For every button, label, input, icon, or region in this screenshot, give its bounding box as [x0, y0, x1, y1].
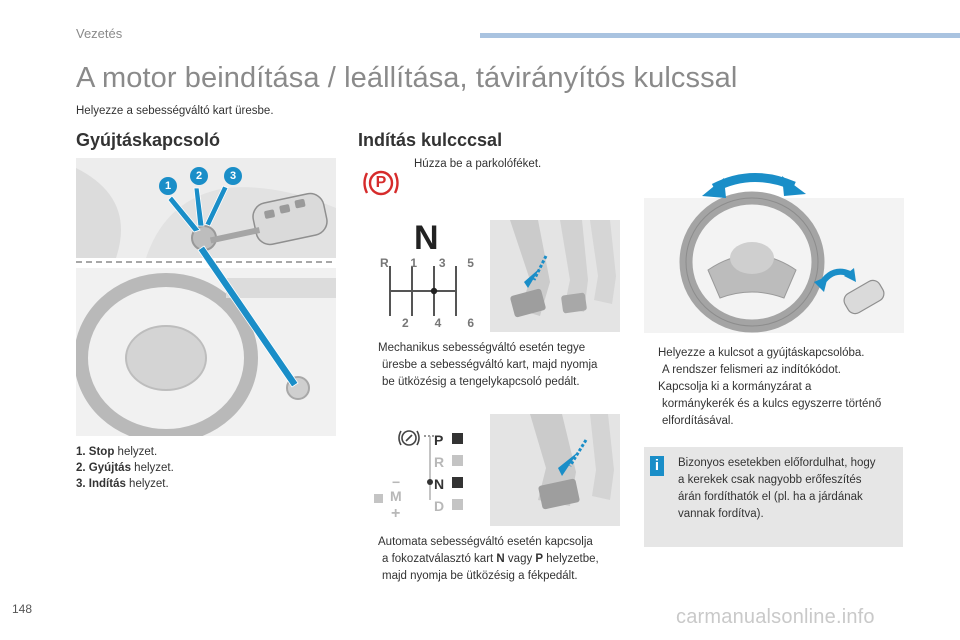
- auto-line-1: [364, 534, 644, 551]
- steering-wheel-illustration: [644, 158, 904, 333]
- gear-label: 1: [410, 256, 418, 270]
- step-term: Gyújtás: [88, 462, 131, 474]
- automatic-gearbox-instruction: [364, 534, 644, 585]
- step-number: 1.: [76, 446, 86, 458]
- watermark: carmanualsonline.info: [676, 606, 875, 628]
- parking-brake-letter: P: [375, 174, 387, 191]
- auto-line-3: majd nyomja be ütközésig a fékpedált.: [382, 570, 578, 582]
- manual-gearbox-instruction: [364, 340, 634, 391]
- minus-icon: −: [392, 474, 401, 490]
- indicator-square: [452, 477, 463, 488]
- plus-icon: +: [391, 505, 401, 522]
- indicator-square: [452, 499, 463, 510]
- page-title: A motor beindítása / leállítása, távirányítós kulcssal: [76, 62, 738, 94]
- callout-2: 2: [190, 167, 208, 185]
- key-step-1-line-2: A rendszer felismeri az indítókódot.: [662, 364, 841, 376]
- gear-n-bold: N: [496, 553, 505, 565]
- step-1: [76, 444, 174, 460]
- step-text: helyzet.: [130, 462, 174, 474]
- auto-text: a fokozatválasztó kart: [382, 553, 497, 565]
- manual-line-1: [364, 340, 634, 357]
- info-text: [678, 455, 898, 523]
- gear-label: 5: [467, 256, 474, 270]
- selector-n: N: [434, 476, 445, 492]
- gear-label: 4: [434, 316, 442, 330]
- brake-pedal-illustration: [490, 414, 620, 526]
- key-step-2-line-3: elfordításával.: [662, 415, 734, 427]
- key-step-1: [644, 345, 914, 362]
- gear-label: 2: [402, 316, 409, 330]
- manual-line-2: üresbe a sebességváltó kart, majd nyomja: [382, 359, 598, 371]
- page-number: 148: [12, 602, 33, 616]
- step-term: Stop: [88, 446, 115, 458]
- clutch-pedal-illustration: [490, 220, 620, 332]
- header-accent-bar: [480, 33, 960, 38]
- neutral-gear-letter: N: [414, 219, 439, 257]
- info-line: Bizonyos esetekben előfordulhat, hogy: [678, 457, 876, 469]
- step-text: helyzet.: [114, 446, 158, 458]
- selector-squares: [452, 433, 463, 510]
- key-step-text: Helyezze a kulcsot a gyújtáskapcsolóba.: [658, 347, 865, 359]
- step-term: Indítás: [88, 478, 126, 490]
- step-text: helyzet.: [125, 478, 169, 490]
- key-step-2: [644, 379, 914, 396]
- selector-d: D: [434, 498, 445, 514]
- info-line: vannak fordítva).: [678, 508, 764, 520]
- gear-bottom-row: [402, 316, 474, 330]
- start-heading: Indítás kulcccsal: [358, 130, 503, 150]
- ignition-steps: [76, 444, 174, 492]
- intro-text: Helyezze a sebességváltó kart üresbe.: [76, 105, 274, 117]
- auto-text: helyzetbe,: [543, 553, 599, 565]
- manual-line-3: be ütközésig a tengelykapcsoló pedált.: [382, 376, 580, 388]
- selector-letters: [434, 429, 444, 517]
- step-3: [76, 476, 174, 492]
- manual-mode-letter: M: [390, 488, 402, 504]
- gear-label: 3: [438, 256, 446, 270]
- gear-label: R: [380, 256, 389, 270]
- callout-1: 1: [159, 177, 177, 195]
- key-steps: [644, 345, 914, 430]
- step-number: 2.: [76, 462, 86, 474]
- gear-label: 6: [467, 316, 474, 330]
- info-line: árán fordíthatók el (pl. ha a járdának: [678, 491, 863, 503]
- indicator-square: [452, 433, 463, 444]
- brake-foot-icon: [398, 429, 420, 447]
- indicator-square: [374, 494, 383, 503]
- gear-p-bold: P: [535, 553, 544, 565]
- selector-p: P: [434, 432, 444, 448]
- indicator-square: [452, 455, 463, 466]
- ignition-heading: Gyújtáskapcsoló: [76, 130, 221, 150]
- gear-shift-pattern-icon: [378, 262, 470, 320]
- auto-text: vagy: [504, 553, 536, 565]
- step-2: [76, 460, 174, 476]
- selector-r: R: [434, 454, 445, 470]
- callout-3: 3: [224, 167, 242, 185]
- key-step-2-line-2: kormánykerék és a kulcs egyszerre történő: [662, 398, 882, 410]
- manual-text: Mechanikus sebességváltó esetén tegye: [378, 342, 586, 354]
- auto-text: Automata sebességváltó esetén kapcsolja: [378, 536, 593, 548]
- auto-line-2: [364, 551, 644, 568]
- section-label: Vezetés: [76, 26, 123, 41]
- parking-brake-text: Húzza be a parkolóféket.: [414, 158, 542, 170]
- gear-top-row: [380, 256, 474, 270]
- info-icon: i: [650, 456, 664, 476]
- key-step-text: Kapcsolja ki a kormányzárat a: [658, 381, 812, 393]
- step-number: 3.: [76, 478, 86, 490]
- info-line: a kerekek csak nagyobb erőfeszítés: [678, 474, 862, 486]
- ignition-illustration: [76, 158, 336, 436]
